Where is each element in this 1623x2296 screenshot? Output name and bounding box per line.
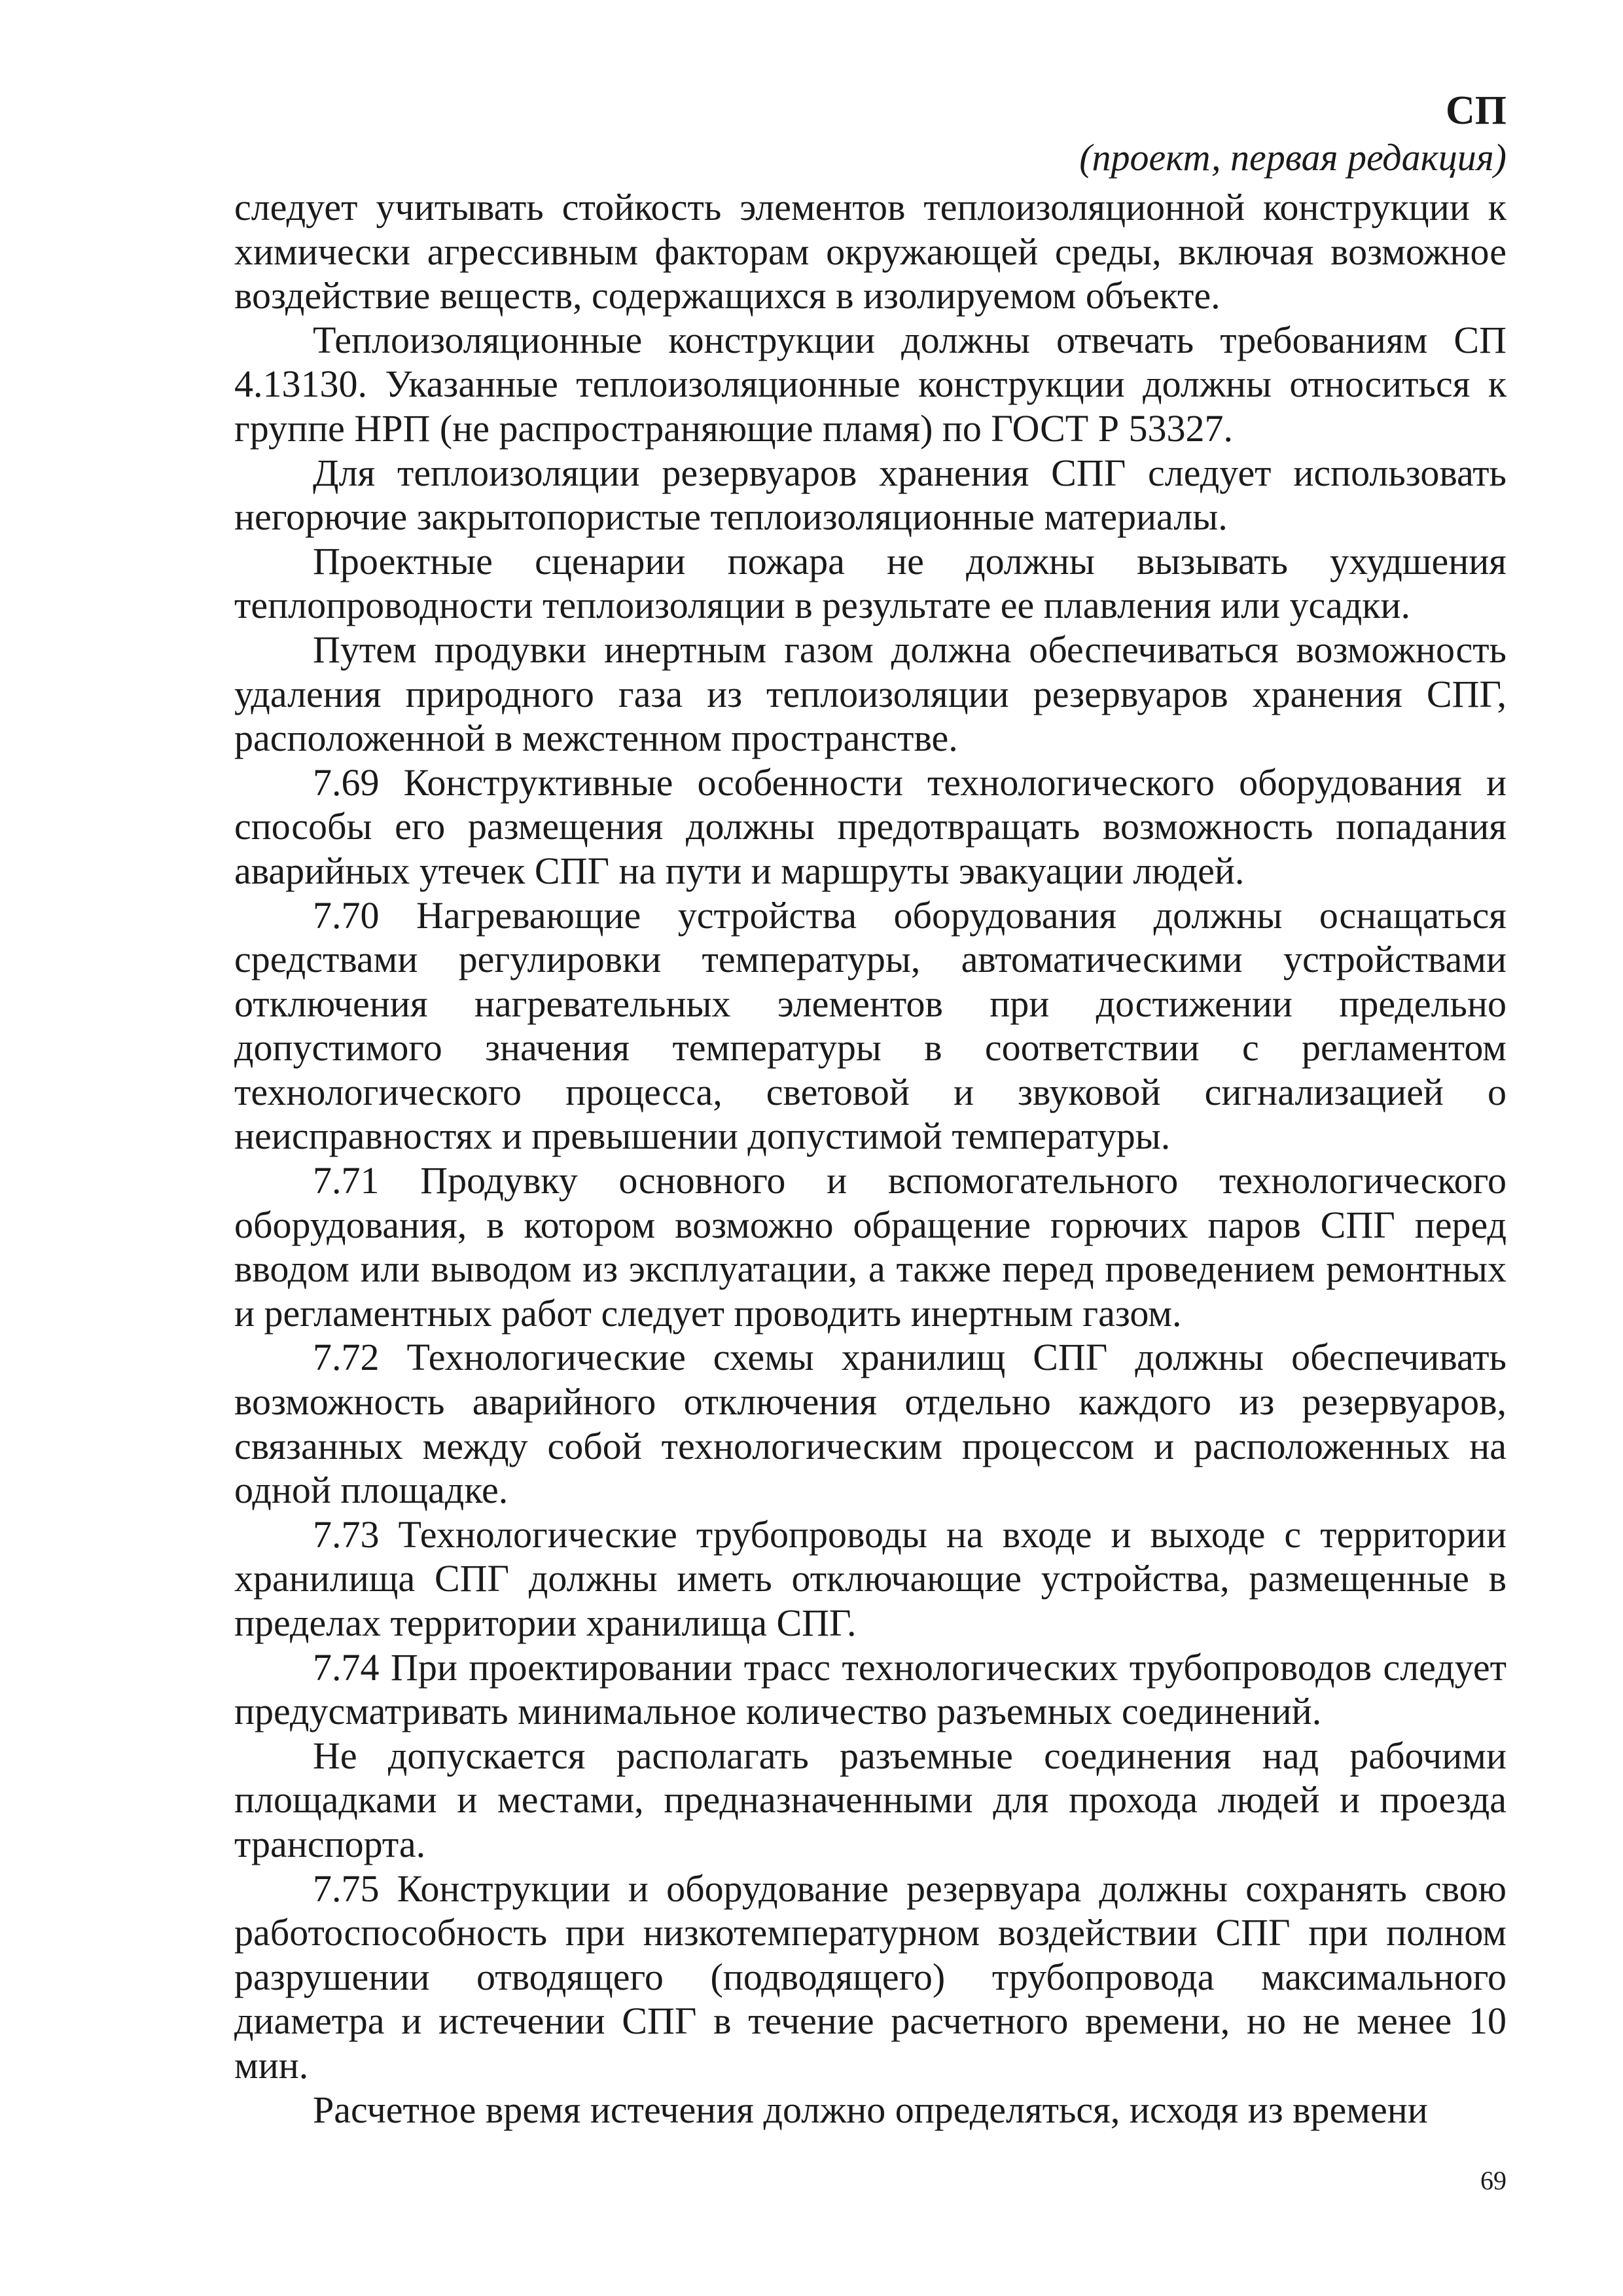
paragraph-4: Проектные сценарии пожара не должны вызывать ухудшения теплопроводности теплоизоляции в результате ее плавления или усадки. <box>234 539 1507 627</box>
paragraph-10: 7.73 Технологические трубопроводы на входе и выходе с территории хранилища СПГ должны иметь отключающие устройства, размещенные в пределах территории хранилища СПГ. <box>234 1513 1507 1644</box>
paragraph-13: 7.75 Конструкции и оборудование резервуара должны сохранять свою работоспособность при низкотемпературном воздействии СПГ при полном разрушении отводящего (подводящего) трубопровода максимального диаметра и истечении СПГ в течение расчетного времени, но не менее 10 мин. <box>234 1867 1507 2087</box>
header-edition: (проект, первая редакция) <box>1079 136 1507 179</box>
paragraph-2: Теплоизоляционные конструкции должны отвечать требованиям СП 4.13130. Указанные теплоизоляционные конструкции должны относиться к группе НРП (не распространяющие пламя) по ГОСТ Р 53327. <box>234 318 1507 450</box>
paragraph-6: 7.69 Конструктивные особенности технологического оборудования и способы его размещения должны предотвращать возможность попадания аварийных утечек СПГ на пути и маршруты эвакуации людей. <box>234 761 1507 892</box>
paragraph-3: Для теплоизоляции резервуаров хранения СПГ следует использовать негорючие закрытопористые теплоизоляционные материалы. <box>234 451 1507 539</box>
paragraph-8: 7.71 Продувку основного и вспомогательного технологического оборудования, в котором возможно обращение горючих паров СПГ перед вводом или выводом из эксплуатации, а также перед проведением ремонтных и регламентных работ следует проводить инертным газом. <box>234 1159 1507 1335</box>
header-code: СП <box>1446 88 1507 133</box>
paragraph-9: 7.72 Технологические схемы хранилищ СПГ должны обеспечивать возможность аварийного отключения отдельно каждого из резервуаров, связанных между собой технологическим процессом и расположенных на одной площадке. <box>234 1336 1507 1512</box>
paragraph-14: Расчетное время истечения должно определяться, исходя из времени <box>313 2088 1428 2131</box>
paragraph-7: 7.70 Нагревающие устройства оборудования должны оснащаться средствами регулировки температуры, автоматическими устройствами отключения нагревательных элементов при достижении предельно допустимого значения температуры в соответствии с регламентом технологического процесса, световой и звуковой сигнализацией о неисправностях и превышении допустимой температуры. <box>234 893 1507 1158</box>
document-body <box>234 185 1507 2132</box>
page-number: 69 <box>1480 2166 1507 2195</box>
paragraph-11: 7.74 При проектировании трасс технологических трубопроводов следует предусматривать минимальное количество разъемных соединений. <box>234 1645 1507 1733</box>
paragraph-1: следует учитывать стойкость элементов теплоизоляционной конструкции к химически агрессивным факторам окружающей среды, включая возможное воздействие веществ, содержащихся в изолируемом объекте. <box>234 186 1507 317</box>
paragraph-5: Путем продувки инертным газом должна обеспечиваться возможность удаления природного газа из теплоизоляции резервуаров хранения СПГ, расположенной в межстенном пространстве. <box>234 628 1507 760</box>
paragraph-12: Не допускается располагать разъемные соединения над рабочими площадками и местами, предназначенными для прохода людей и проезда транспорта. <box>234 1734 1507 1865</box>
